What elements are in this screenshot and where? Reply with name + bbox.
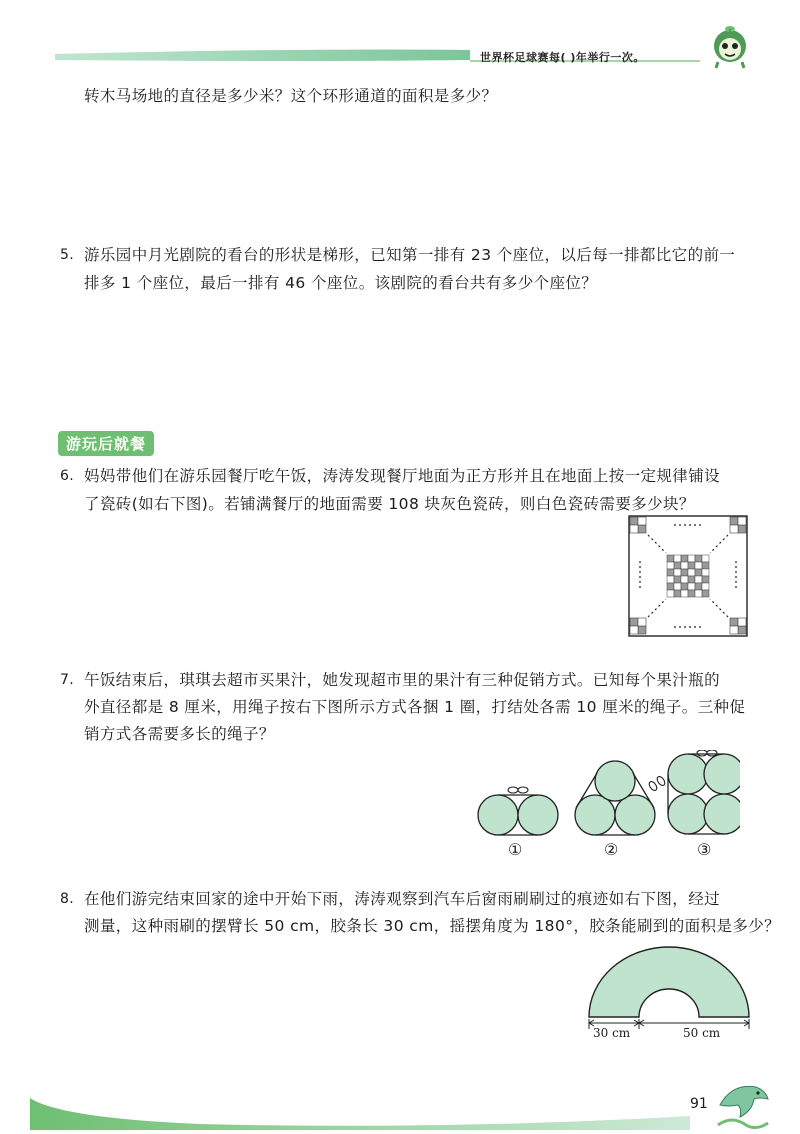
tile-cell [674,576,681,583]
q6-line2: 了瓷砖(如右下图)。若铺满餐厅的地面需要 108 块灰色瓷砖，则白色瓷砖需要多少块？ [84,495,695,513]
header-stripe [0,40,800,80]
q4-tail-text: 转木马场地的直径是多少米？这个环形通道的面积是多少？ [84,87,498,105]
tile-cell [702,590,709,597]
bundle-label-1: ① [508,840,523,859]
q8-line2: 测量，这种雨刷的摆臂长 50 cm，胶条长 30 cm，摇摆角度为 180°，胶条能刷到的面积是多少？ [84,917,781,935]
page-number: 91 [690,1096,708,1112]
tile-cell [667,590,674,597]
tile-cell [681,555,688,562]
tile-cell [674,583,681,590]
tile-cell [667,576,674,583]
bundle-label-2: ② [604,840,619,859]
tile-cell [695,590,702,597]
tile-cell [702,576,709,583]
header-tip: 世界杯足球赛每( )年举行一次。 [480,51,645,64]
q7-number: 7. [60,672,75,688]
tile-cell [695,562,702,569]
q6-line1: 妈妈带他们在游乐园餐厅吃午饭，涛涛发现餐厅地面为正方形并且在地面上按一定规律铺设 [84,467,721,485]
tile-cell [695,576,702,583]
bundle-1 [478,795,558,835]
wiper-label-left: 30 cm [593,1026,631,1040]
tile-cell [695,569,702,576]
mascot-icon [706,24,754,70]
q5-line2: 排多 1 个座位，最后一排有 46 个座位。该剧院的看台共有多少个座位？ [84,274,598,292]
tile-cell [674,562,681,569]
footer-wave [0,1090,800,1130]
tile-cell [667,569,674,576]
q6-number: 6. [60,468,75,484]
bottle-bundles-figure [470,750,740,840]
tile-cell [702,569,709,576]
q7-line2: 外直径都是 8 厘米，用绳子按右下图所示方式各捆 1 圈，打结处各需 10 厘米的绳子。三种促 [84,698,746,716]
tile-cell [688,576,695,583]
tile-cell [702,562,709,569]
bundle-label-3: ③ [697,840,712,859]
tile-cell [688,562,695,569]
tile-cell [681,590,688,597]
wiper-label-right: 50 cm [683,1026,721,1040]
tile-floor-figure [628,515,748,637]
tile-cell [702,555,709,562]
tile-cell [674,590,681,597]
section-title: 游玩后就餐 [58,431,154,456]
tile-cell [688,569,695,576]
tile-cell [681,583,688,590]
tile-cell [688,583,695,590]
tile-cell [695,555,702,562]
q7-line3: 销方式各需要多长的绳子？ [84,725,275,743]
tile-cell [688,555,695,562]
q5-line1: 游乐园中月光剧院的看台的形状是梯形，已知第一排有 23 个座位，以后每一排都比它的前一 [84,246,736,264]
q8-line1: 在他们游完结束回家的途中开始下雨，涛涛观察到汽车后窗雨刷刷过的痕迹如右下图，经过 [84,890,721,908]
header-bar [0,40,800,80]
tile-cell [681,562,688,569]
tile-cell [667,555,674,562]
q8-number: 8. [60,891,75,907]
tile-cell [681,576,688,583]
tile-cell [674,569,681,576]
tile-cell [695,583,702,590]
tile-cell [681,569,688,576]
tile-cell [667,583,674,590]
tile-cell [702,583,709,590]
bundle-2 [575,761,655,835]
tile-cell [674,555,681,562]
q7-line1: 午饭结束后，琪琪去超市买果汁，她发现超市里的果汁有三种促销方式。已知每个果汁瓶的 [84,671,721,689]
dolphin-icon [712,1075,772,1130]
q5-number: 5. [60,247,75,263]
tile-cell [667,562,674,569]
bundle-3 [668,754,740,834]
tile-cell [688,590,695,597]
